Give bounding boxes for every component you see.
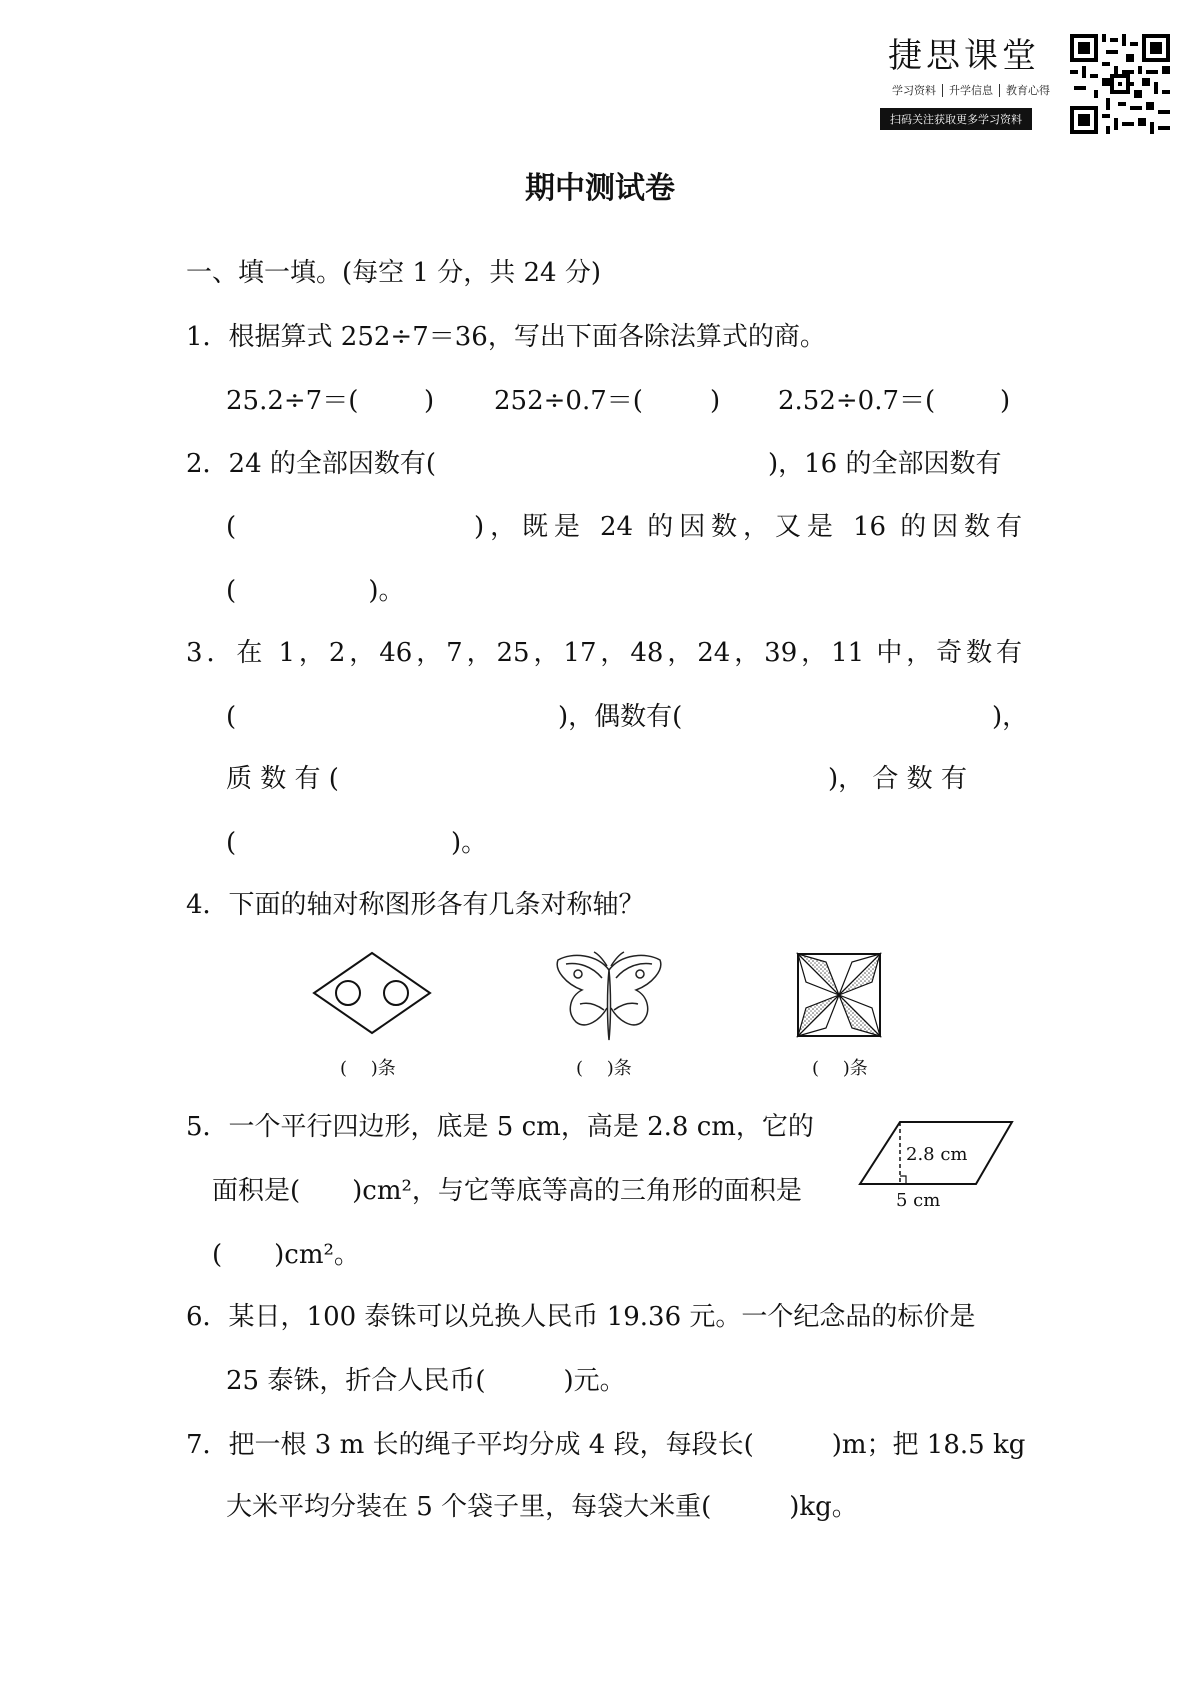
height-label: 2.8 cm xyxy=(906,1144,968,1165)
figure-2-label: ( )条 xyxy=(576,1058,632,1079)
brand-tag: 教育心得 xyxy=(1006,84,1050,97)
rhombus-figure xyxy=(310,950,434,1036)
question-5-line-1: 5．一个平行四边形，底是 5 cm，高是 2.8 cm，它的 xyxy=(186,1112,814,1142)
question-4-stem: 4．下面的轴对称图形各有几条对称轴？ xyxy=(186,890,645,920)
figure-1-label: ( )条 xyxy=(340,1058,396,1079)
section-heading: 一、填一填。(每空 1 分，共 24 分) xyxy=(186,258,601,288)
question-3-line-4: ( )。 xyxy=(226,828,488,858)
question-3-line-1: 3．在 1，2，46，7，25，17，48，24，39，11 中，奇数有 xyxy=(186,638,1022,668)
question-2-line-1b: )，16 的全部因数有 xyxy=(768,449,1002,479)
brand-banner: 扫码关注获取更多学习资料 xyxy=(880,108,1032,130)
question-2-line-2: ( xyxy=(226,512,237,542)
base-label: 5 cm xyxy=(896,1190,941,1211)
q1-item-3: 2.52÷0.7＝( xyxy=(778,386,936,416)
q1-item-2: 252÷0.7＝( xyxy=(494,386,643,416)
question-3-line-2: ( xyxy=(226,702,237,732)
question-3-line-2c: )， xyxy=(992,702,1029,732)
brand-tags xyxy=(886,82,1056,98)
brand-name: 捷思课堂 xyxy=(888,36,1040,76)
figure-3-label: ( )条 xyxy=(812,1058,868,1079)
question-3-line-3: 质 数 有 ( xyxy=(226,764,339,794)
pinwheel-square-figure xyxy=(796,952,882,1038)
question-2-line-2b: )，既是 24 的因数，又是 16 的因数有 xyxy=(474,512,1022,542)
question-7-line-2: 大米平均分装在 5 个袋子里，每袋大米重( )kg。 xyxy=(226,1492,858,1522)
q1-item-1-close: ) xyxy=(424,386,435,416)
parallelogram-figure xyxy=(856,1116,1016,1212)
butterfly-figure xyxy=(552,950,666,1044)
brand-tag: 学习资料 xyxy=(886,84,943,97)
question-3-line-2b: )，偶数有( xyxy=(558,702,683,732)
qr-code-icon xyxy=(1070,34,1170,134)
q1-item-1: 25.2÷7＝( xyxy=(226,386,359,416)
question-6-line-2: 25 泰铢，折合人民币( )元。 xyxy=(226,1366,626,1396)
question-2-line-1: 2．24 的全部因数有( xyxy=(186,449,437,479)
question-7-line-1: 7．把一根 3 m 长的绳子平均分成 4 段，每段长( )m；把 18.5 kg xyxy=(186,1430,1026,1460)
question-6-line-1: 6．某日，100 泰铢可以兑换人民币 19.36 元。一个纪念品的标价是 xyxy=(186,1302,976,1332)
q1-item-2-close: ) xyxy=(710,386,721,416)
brand-tag: 升学信息 xyxy=(943,84,1000,97)
page-title: 期中测试卷 xyxy=(525,171,675,206)
question-5-line-3: ( )cm²。 xyxy=(212,1240,360,1270)
question-5-line-2: 面积是( )cm²，与它等底等高的三角形的面积是 xyxy=(212,1176,802,1206)
q1-item-3-close: ) xyxy=(1000,386,1011,416)
question-2-line-3: ( )。 xyxy=(226,576,405,606)
question-3-line-3b: )， 合 数 有 xyxy=(828,764,967,794)
question-1-stem: 1．根据算式 252÷7＝36，写出下面各除法算式的商。 xyxy=(186,322,826,352)
